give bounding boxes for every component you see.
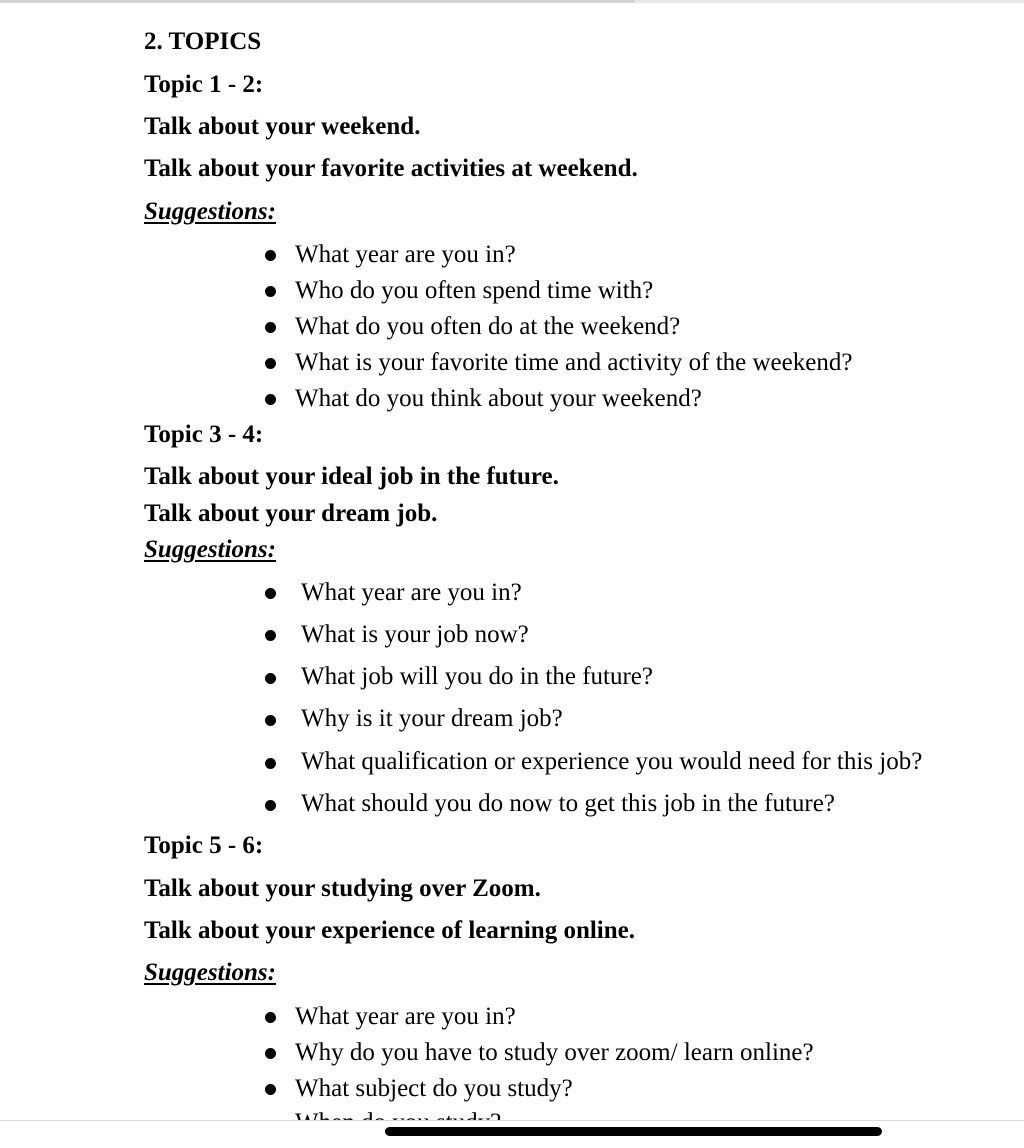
suggestion-item: Why is it your dream job? xyxy=(301,705,563,732)
bullet-dot xyxy=(265,630,276,641)
topic-prompt: Talk about your favorite activities at weekend. xyxy=(144,155,638,182)
suggestion-item: Why do you have to study over zoom/ learn online? xyxy=(295,1039,814,1066)
suggestion-item: What should you do now to get this job in the future? xyxy=(301,790,835,817)
bullet-dot xyxy=(265,715,276,726)
suggestion-item: What qualification or experience you would need for this job? xyxy=(301,748,923,775)
bullet-dot xyxy=(265,673,276,684)
bullet-dot xyxy=(265,286,276,297)
home-indicator[interactable] xyxy=(385,1127,882,1136)
suggestion-item: What is your job now? xyxy=(301,621,529,648)
bullet-dot xyxy=(265,394,276,405)
suggestion-item: What do you think about your weekend? xyxy=(295,385,702,412)
bullet-dot xyxy=(265,1084,276,1095)
topic-prompt: Talk about your ideal job in the future. xyxy=(144,463,559,490)
suggestions-label: Suggestions: xyxy=(144,198,276,225)
suggestion-item: Who do you often spend time with? xyxy=(295,277,654,304)
topic-heading: Topic 5 - 6: xyxy=(144,832,264,859)
suggestions-label: Suggestions: xyxy=(144,536,276,563)
suggestions-label: Suggestions: xyxy=(144,959,276,986)
bullet-dot xyxy=(265,250,276,261)
topic-prompt: Talk about your experience of learning online. xyxy=(144,917,636,944)
section-title: 2. TOPICS xyxy=(144,28,262,55)
bullet-dot xyxy=(265,322,276,333)
bullet-dot xyxy=(265,800,276,811)
topic-prompt: Talk about your weekend. xyxy=(144,113,421,140)
bullet-dot xyxy=(265,1048,276,1059)
suggestion-item: What year are you in? xyxy=(295,1003,516,1030)
suggestion-item: What subject do you study? xyxy=(295,1075,573,1102)
bullet-dot xyxy=(265,588,276,599)
suggestion-item: What is your favorite time and activity of the weekend? xyxy=(295,349,853,376)
suggestion-item: What year are you in? xyxy=(301,579,522,606)
topic-heading: Topic 3 - 4: xyxy=(144,421,264,448)
suggestion-item: What do you often do at the weekend? xyxy=(295,313,681,340)
suggestion-item: What year are you in? xyxy=(295,241,516,268)
bullet-dot xyxy=(265,758,276,769)
suggestion-item: What job will you do in the future? xyxy=(301,663,654,690)
bullet-dot xyxy=(265,358,276,369)
topic-prompt: Talk about your dream job. xyxy=(144,500,438,527)
bullet-dot xyxy=(265,1012,276,1023)
topic-heading: Topic 1 - 2: xyxy=(144,71,264,98)
topic-prompt: Talk about your studying over Zoom. xyxy=(144,875,541,902)
